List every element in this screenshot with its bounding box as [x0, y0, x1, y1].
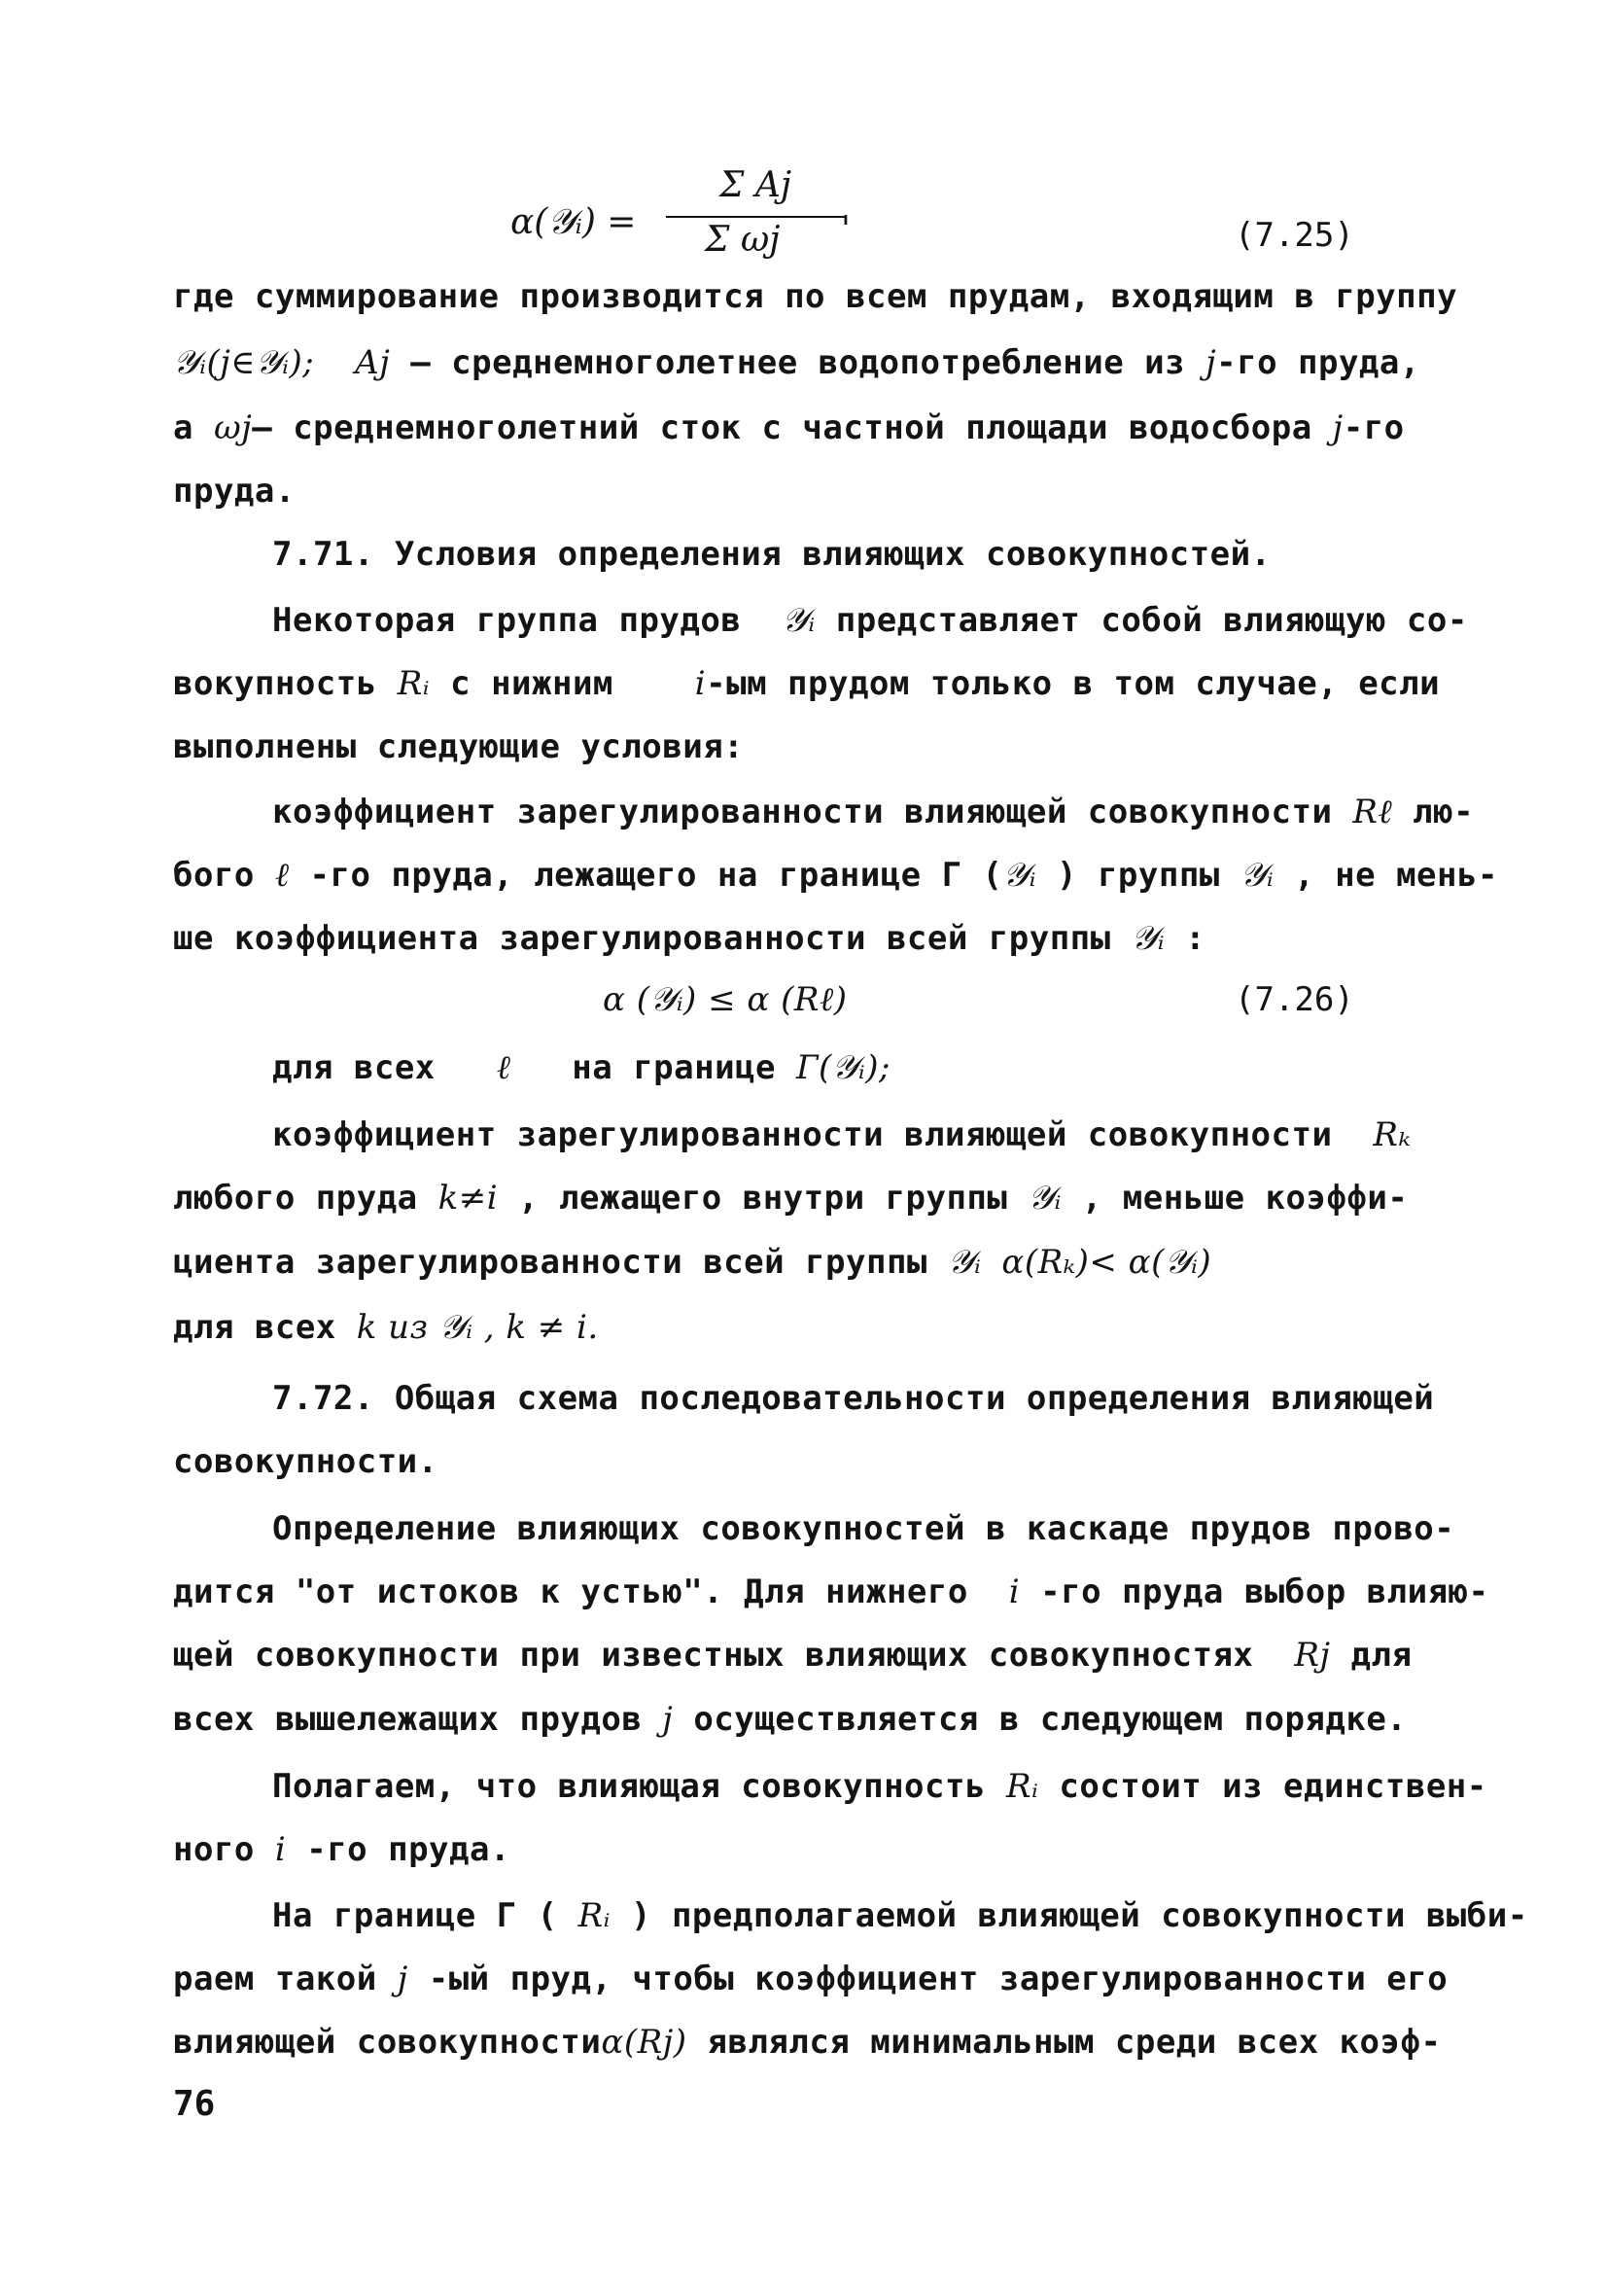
- text: дится "от истоков к устью". Для нижнего: [173, 1572, 968, 1611]
- text: Некоторая группа прудов: [272, 601, 742, 640]
- math: 𝒴ᵢ(j∈𝒴ᵢ);: [173, 343, 315, 382]
- fraction-bar: [666, 216, 846, 218]
- math: 𝒴ᵢ: [1240, 856, 1275, 895]
- section-7-72-title-line-1: [272, 1379, 1434, 1418]
- math: α(Rₖ)< α(𝒴ᵢ): [1001, 1243, 1212, 1282]
- math: ℓ: [274, 856, 290, 895]
- formula-numerator: Σ Aj: [719, 165, 792, 205]
- text: коэффициент зарегулированности влияющей совокупности: [272, 1115, 1333, 1154]
- condition-2-line-4: [173, 1308, 599, 1347]
- heading: 7.71. Условия определения влияющих совокупностей.: [272, 535, 1272, 574]
- math: Rℓ: [1352, 793, 1393, 831]
- text: щей совокупности при известных влияющих совокупностях: [173, 1636, 1254, 1675]
- equation-7-26: [603, 980, 847, 1019]
- s772-p1-line-1: [272, 1509, 1454, 1548]
- text: На границе Г (: [272, 1896, 558, 1935]
- text: любого пруда: [173, 1179, 418, 1218]
- math: Rj: [1294, 1636, 1331, 1675]
- text: выполнены следующие условия:: [173, 727, 745, 766]
- text: бого: [173, 856, 255, 895]
- text: для: [1350, 1636, 1413, 1675]
- text: -го пруда выбор влияю-: [1040, 1572, 1489, 1611]
- math: j: [1332, 408, 1344, 447]
- text: Полагаем, что влияющая совокупность: [272, 1767, 986, 1806]
- s771-line-3: [173, 727, 744, 766]
- condition-2-line-3: [173, 1243, 1211, 1282]
- math: ωj: [213, 408, 253, 447]
- math: α(Rj): [601, 2023, 687, 2062]
- math: Rᵢ: [577, 1896, 611, 1935]
- text: -го пруда,: [1216, 343, 1420, 382]
- math: Г(𝒴ᵢ);: [795, 1048, 891, 1087]
- math: j: [1205, 343, 1217, 382]
- math: 𝒴ᵢ: [1131, 919, 1166, 958]
- s772-p2-line-1: [272, 1767, 1487, 1806]
- p1-line-4: [173, 472, 296, 511]
- math: k≠i: [437, 1179, 499, 1218]
- text: коэффициент зарегулированности влияющей совокупности: [272, 793, 1333, 831]
- math: ℓ: [496, 1048, 511, 1087]
- math: Rₖ: [1373, 1115, 1412, 1154]
- condition-2-line-1: [272, 1115, 1411, 1154]
- s772-p2-line-2: [173, 1830, 510, 1869]
- math: 𝒴ᵢ: [1028, 1179, 1062, 1218]
- math: Rᵢ: [397, 664, 431, 703]
- math: i: [1008, 1572, 1021, 1611]
- text: -го пруда, лежащего на границе Г (: [309, 856, 1003, 895]
- text: -ый пруд, чтобы коэффициент зарегулированности его: [428, 1960, 1449, 1998]
- text: где суммирование производится по всем прудам, входящим в группу: [173, 277, 1458, 316]
- condition-1-line-1: [272, 793, 1474, 831]
- math: 𝒴ᵢ: [1002, 856, 1037, 895]
- text: -ым прудом только в том случае, если: [706, 664, 1441, 703]
- text: Определение влияющих совокупностей в каскаде прудов прово-: [272, 1509, 1455, 1548]
- text: состоит из единствен-: [1059, 1767, 1487, 1806]
- text: представляет собой влияющую со-: [835, 601, 1468, 640]
- equation-number-7-25: (7.25): [1235, 216, 1354, 255]
- text: лю-: [1413, 793, 1475, 831]
- text: ного: [173, 1830, 255, 1869]
- text: вокупность: [173, 664, 377, 703]
- math: 𝒴ᵢ: [947, 1243, 982, 1282]
- text: , лежащего внутри группы: [518, 1179, 1008, 1218]
- condition-2-line-2: [173, 1179, 1408, 1218]
- condition-1-line-4: [272, 1048, 891, 1087]
- text: влияющей совокупности: [173, 2023, 602, 2062]
- page-number: 76: [173, 2084, 216, 2124]
- text: -го пруда.: [306, 1830, 510, 1869]
- s772-p1-line-2: [173, 1572, 1488, 1611]
- text: являлся минимальным среди всех коэф-: [707, 2023, 1442, 2062]
- math: i: [274, 1830, 287, 1869]
- s772-p1-line-3: [173, 1636, 1412, 1675]
- s772-p3-line-3: [173, 2023, 1441, 2062]
- section-7-72-title-line-2: [173, 1442, 438, 1481]
- text: :: [1185, 919, 1206, 958]
- condition-1-line-2: [173, 856, 1498, 895]
- math: α (𝒴ᵢ) ≤ α (Rℓ): [603, 980, 848, 1019]
- text: для всех: [173, 1308, 336, 1347]
- equation-number-7-26: (7.26): [1235, 980, 1354, 1019]
- text: осуществляется в следующем порядке.: [693, 1700, 1408, 1739]
- formula-tail: ': [841, 210, 851, 250]
- text: всех вышележащих прудов: [173, 1700, 643, 1739]
- text: ) группы: [1057, 856, 1220, 895]
- s772-p1-line-4: [173, 1700, 1407, 1739]
- formula-denominator: Σ ωj: [705, 220, 781, 260]
- text: ) предполагаемой влияющей совокупности выби-: [631, 1896, 1528, 1935]
- p1-line-1: [173, 277, 1457, 316]
- math: Aj: [355, 343, 391, 382]
- math: Rᵢ: [1005, 1767, 1039, 1806]
- text: пруда.: [173, 472, 296, 511]
- p1-line-2: [173, 343, 1420, 382]
- text: -го: [1343, 408, 1405, 447]
- text: с нижним: [450, 664, 613, 703]
- s772-p3-line-1: [272, 1896, 1528, 1935]
- text: а: [173, 408, 193, 447]
- s771-line-2: [173, 664, 1440, 703]
- math: j: [397, 1960, 408, 1998]
- text: для всех: [272, 1048, 436, 1087]
- section-7-71-title: [272, 535, 1272, 574]
- s771-line-1: [272, 601, 1468, 640]
- math: k из 𝒴ᵢ , k ≠ i.: [356, 1308, 599, 1347]
- heading: совокупности.: [173, 1442, 438, 1481]
- formula-7-25: [510, 165, 919, 272]
- math: i: [694, 664, 707, 703]
- math: j: [662, 1700, 674, 1739]
- text: , не мень-: [1294, 856, 1498, 895]
- text: ше коэффициента зарегулированности всей группы: [173, 919, 1111, 958]
- text: , меньше коэффи-: [1081, 1179, 1409, 1218]
- text: – среднемноголетний сток с частной площади водосбора: [252, 408, 1312, 447]
- text: – среднемноголетнее водопотребление из: [410, 343, 1186, 382]
- text: на границе: [572, 1048, 776, 1087]
- math: 𝒴ᵢ: [782, 601, 816, 640]
- formula-lhs: α(𝒴ᵢ) =: [510, 202, 637, 242]
- text: раем такой: [173, 1960, 377, 1998]
- text: циента зарегулированности всей группы: [173, 1243, 927, 1282]
- condition-1-line-3: [173, 919, 1205, 958]
- s772-p3-line-2: [173, 1960, 1448, 1998]
- heading: 7.72. Общая схема последовательности определения влияющей: [272, 1379, 1435, 1418]
- p1-line-3: [173, 408, 1405, 447]
